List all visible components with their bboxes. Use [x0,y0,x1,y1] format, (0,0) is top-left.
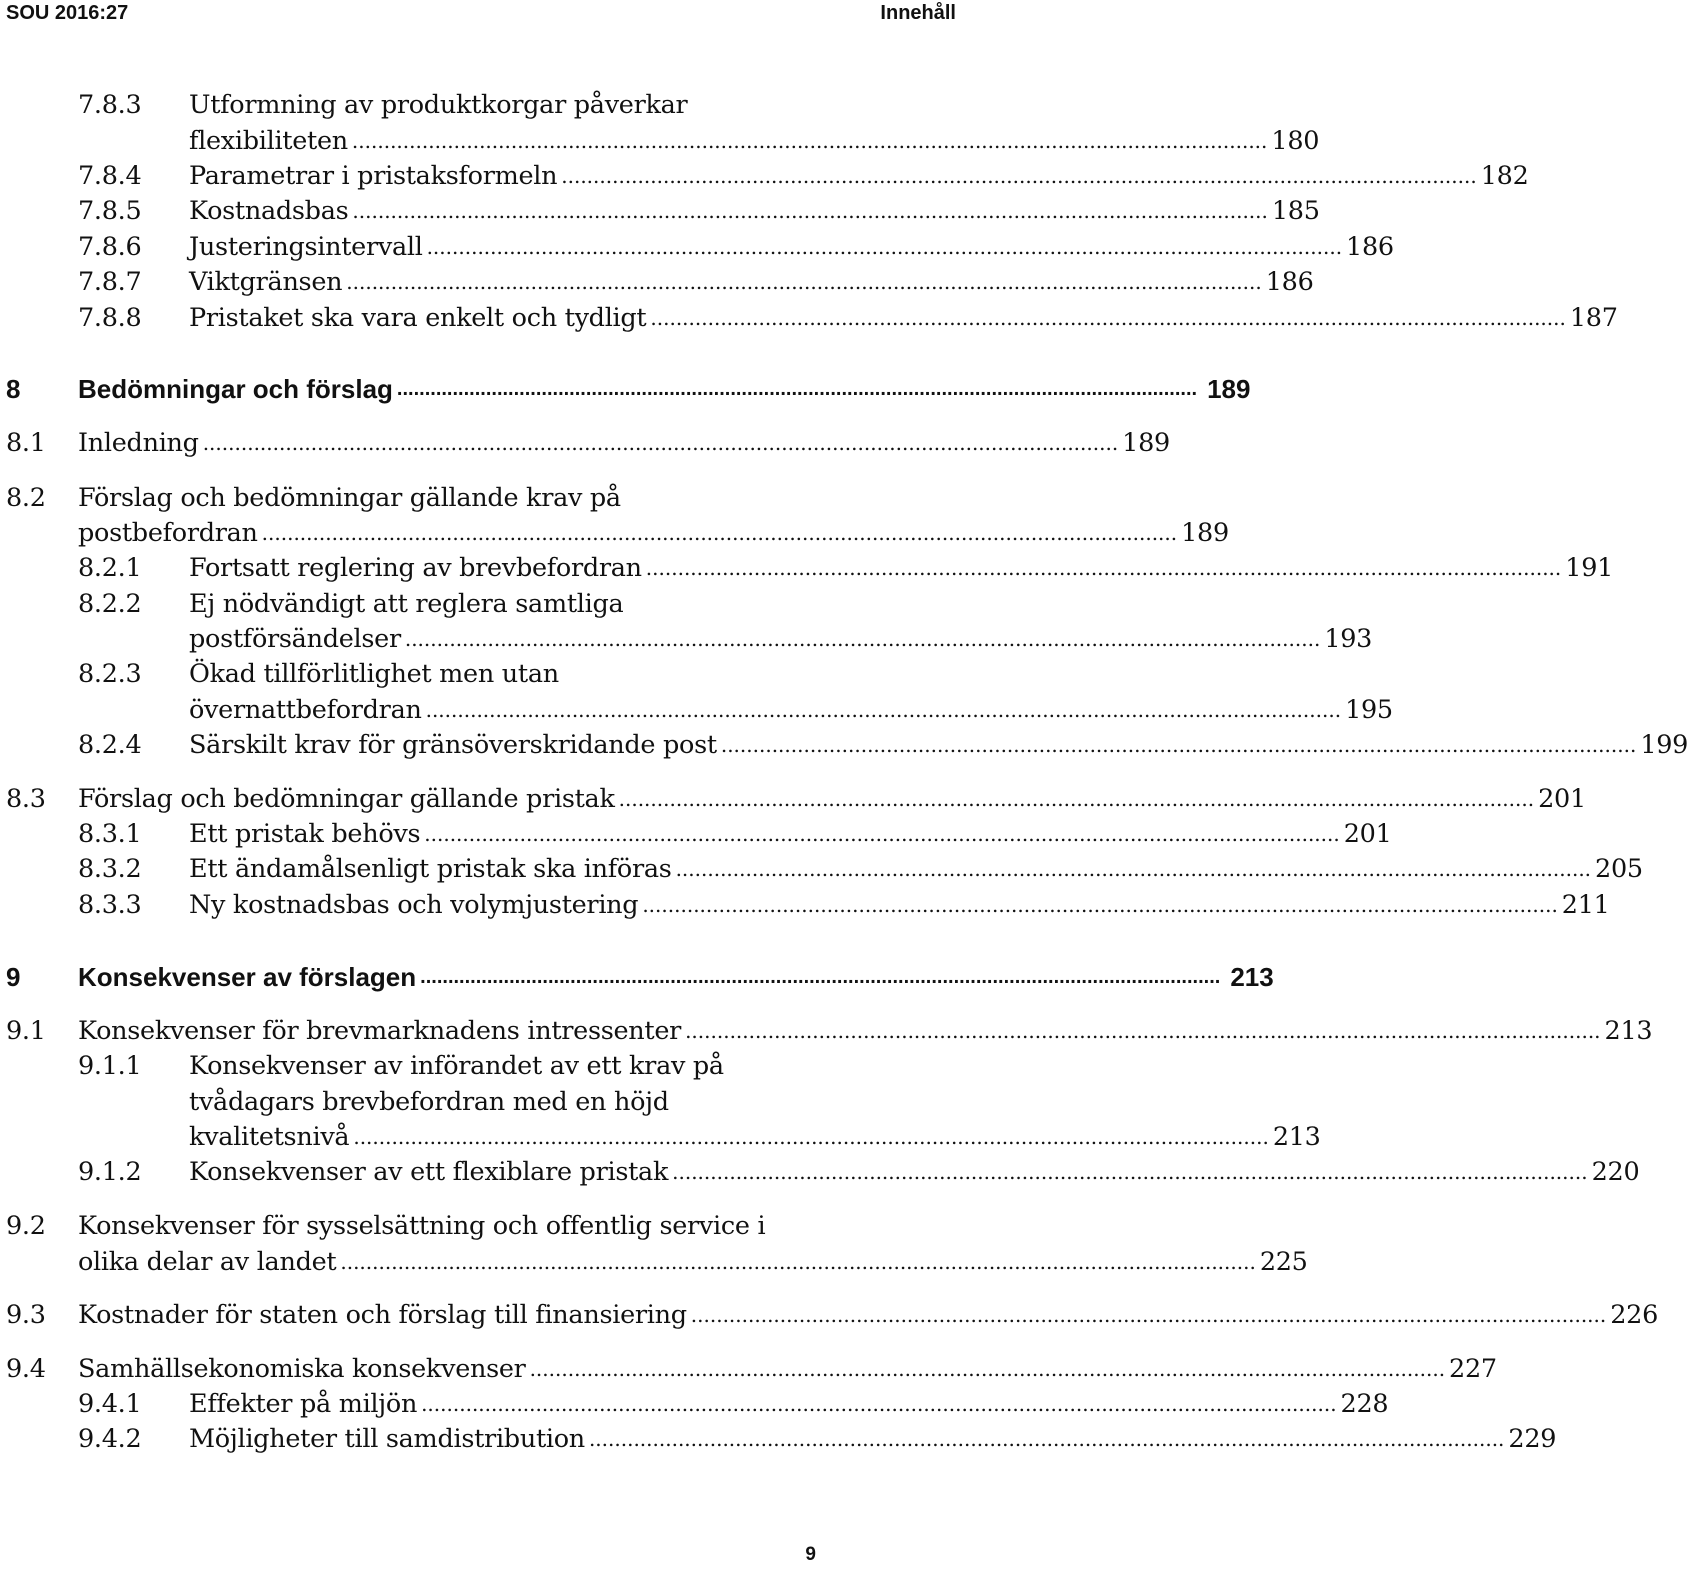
dot-leader: ................................................................................................................................................ [420,966,1221,988]
toc-entry-title-line [189,622,1373,657]
dot-leader: ................................................................................................................................................ [690,1303,1607,1327]
toc-entry-title-line [78,372,1251,407]
toc-entry-number: 7.8.4 [78,161,142,191]
toc-entry-number: 9.2 [6,1211,46,1241]
toc-entry-number: 8.2.2 [78,589,142,619]
dot-leader: ................................................................................................................................................ [202,431,1119,455]
toc-entry-page: 211 [1561,890,1610,920]
toc-entry[interactable] [0,1298,1659,1333]
dot-leader: ................................................................................................................................................ [645,556,1562,580]
toc-entry-page: 189 [1207,374,1251,404]
toc-entry-title-line [78,1014,1653,1049]
toc-entry-number: 8.1 [6,428,46,458]
toc-entry-number: 9.3 [6,1300,46,1330]
toc-entry[interactable] [0,657,816,692]
toc-entry-title: Konsekvenser av ett flexiblare pristak [189,1157,669,1187]
dot-leader: ................................................................................................................................................ [618,787,1535,811]
toc-entry-title: Förslag och bedömningar gällande pristak [78,784,615,814]
toc-entry[interactable] [0,372,1251,407]
toc-entry-number: 9 [6,962,21,992]
dot-leader: ................................................................................................................................................ [353,1125,1269,1149]
toc-entry[interactable] [0,817,1392,852]
page-number: 9 [805,1544,816,1565]
toc-entry-page: 220 [1591,1157,1640,1187]
dot-leader: ................................................................................................................................................ [720,733,1637,757]
toc-entry-title-line [78,516,1229,551]
toc-entry-number: 9.1 [6,1016,46,1046]
toc-entry-page: 201 [1538,784,1586,814]
toc-entry[interactable] [0,587,816,622]
toc-entry-number: 7.8.6 [78,232,142,262]
toc-entry-title-line [189,1155,1640,1190]
toc-entry-page: 191 [1565,553,1614,583]
toc-entry-number: 7.8.3 [78,90,142,120]
toc-entry-page: 185 [1271,196,1320,226]
toc-entry-title: Konsekvenser av införandet av ett krav på [189,1051,724,1081]
toc-entry-title-line [189,888,1610,923]
toc-entry[interactable] [0,852,1643,887]
toc-entry-page: 225 [1259,1247,1308,1277]
toc-entry[interactable] [0,1245,1308,1280]
toc-entry-page: 201 [1343,819,1392,849]
toc-entry[interactable] [0,1120,1321,1155]
dot-leader: ................................................................................................................................................ [425,698,1342,722]
toc-entry[interactable] [0,960,1274,995]
toc-entry-title: Möjligheter till samdistribution [189,1424,585,1454]
toc-entry-title: Konsekvenser för sysselsättning och offentlig service i [78,1211,766,1241]
toc-entry[interactable] [0,1049,816,1084]
toc-entry-number: 9.4 [6,1354,46,1384]
toc-entry[interactable] [0,265,1314,300]
toc-entry-number: 8 [6,374,21,404]
dot-leader: ................................................................................................................................................ [672,1160,1588,1184]
toc-entry-number: 8.3.3 [78,890,142,920]
toc-entry-title-line [189,1120,1321,1155]
toc-entry-title: Fortsatt reglering av brevbefordran [189,553,642,583]
toc-entry-number: 7.8.7 [78,267,142,297]
dot-leader: ................................................................................................................................................ [642,893,1558,917]
dot-leader: ................................................................................................................................................ [404,627,1321,651]
toc-entry-number: 9.1.2 [78,1157,142,1187]
dot-leader: ................................................................................................................................................ [685,1019,1601,1043]
dot-leader: ................................................................................................................................................ [261,521,1178,545]
toc-entry[interactable] [0,1387,1389,1422]
toc-entry-number: 8.2.4 [78,730,142,760]
toc-entry-title-line [189,159,1529,194]
toc-entry-title: postbefordran [78,518,258,548]
toc-entry-number: 8.2.1 [78,553,142,583]
toc-entry-page: 213 [1604,1016,1653,1046]
toc-entry-page: 180 [1271,126,1320,156]
dot-leader: ................................................................................................................................................ [351,129,1268,153]
toc-entry-number: 9.4.1 [78,1389,142,1419]
toc-entry-title-line [78,426,1170,461]
toc-entry-title: Effekter på miljön [189,1389,418,1419]
dot-leader: ................................................................................................................................................ [396,378,1198,400]
toc-entry-title: Bedömningar och förslag [78,374,393,404]
toc-entry[interactable] [0,301,1618,336]
running-header-left: SOU 2016:27 [6,2,129,24]
toc-entry[interactable] [0,516,1229,551]
toc-entry-title-line [189,551,1614,586]
toc-entry[interactable] [0,551,1614,586]
toc-entry-title: tvådagars brevbefordran med en höjd [189,1087,669,1117]
dot-leader: ................................................................................................................................................ [588,1427,1505,1451]
toc-entry-number: 7.8.8 [78,303,142,333]
dot-leader: ................................................................................................................................................ [561,164,1477,188]
toc-entry-page: 193 [1324,624,1373,654]
dot-leader: ................................................................................................................................................ [421,1392,1337,1416]
toc-entry-page: 189 [1122,428,1170,458]
toc-entry-page: 186 [1346,232,1394,262]
toc-entry-page: 226 [1610,1300,1659,1330]
toc-entry-title-line [78,1352,1497,1387]
toc-entry-title: Ny kostnadsbas och volymjustering [189,890,639,920]
toc-entry[interactable] [0,481,816,516]
toc-entry-title-line [189,657,559,692]
toc-entry-title-line [189,817,1392,852]
toc-entry[interactable] [0,888,1610,923]
toc-entry-title-line [78,1298,1659,1333]
toc-entry-title: Kostnadsbas [189,196,349,226]
toc-entry[interactable] [0,230,1394,265]
toc-entry-title: Utformning av produktkorgar påverkar [189,90,688,120]
toc-entry[interactable] [0,1014,1653,1049]
toc-entry[interactable] [0,622,1373,657]
dot-leader: ................................................................................................................................................ [675,857,1592,881]
toc-entry-title: Parametrar i pristaksformeln [189,161,558,191]
toc-entry-title: kvalitetsnivå [189,1122,350,1152]
toc-entry-title: Förslag och bedömningar gällande krav på [78,483,621,513]
toc-entry-number: 8.2.3 [78,659,142,689]
toc-entry-title-line [189,265,1314,300]
toc-entry-title: Kostnader för staten och förslag till finansiering [78,1300,687,1330]
toc-entry-title-line [189,124,1320,159]
toc-entry-page: 213 [1272,1122,1321,1152]
dot-leader: ................................................................................................................................................ [340,1250,1256,1274]
toc-entry-title: övernattbefordran [189,695,422,725]
toc-entry-page: 189 [1181,518,1229,548]
toc-entry-page: 199 [1640,730,1688,760]
toc-entry-title-line [189,230,1394,265]
toc-entry[interactable] [0,1422,1557,1457]
toc-entry-page: 228 [1340,1389,1389,1419]
toc-entry-title: Ett ändamålsenligt pristak ska införas [189,854,672,884]
toc-entry-page: 187 [1569,303,1618,333]
toc-entry-title-line [189,1422,1557,1457]
toc-entry-title-line [78,481,621,516]
toc-entry-title: Särskilt krav för gränsöverskridande post [189,730,717,760]
dot-leader: ................................................................................................................................................ [650,306,1566,330]
toc-entry-title-line [189,1049,724,1084]
toc-entry-title: postförsändelser [189,624,401,654]
toc-entry-title: Ökad tillförlitlighet men utan [189,659,559,689]
toc-entry-title: Justeringsintervall [189,232,423,262]
toc-entry[interactable] [0,728,1688,763]
toc-entry-page: 227 [1449,1354,1497,1384]
toc-entry-page: 195 [1345,695,1393,725]
toc-entry-title: Pristaket ska vara enkelt och tydligt [189,303,647,333]
toc-entry-page: 213 [1230,962,1274,992]
dot-leader: ................................................................................................................................................ [352,199,1268,223]
toc-entry-title: olika delar av landet [78,1247,337,1277]
toc-entry-title-line [189,728,1688,763]
toc-entry-title-line [189,852,1643,887]
toc-entry[interactable] [0,426,1170,461]
toc-entry-title-line [189,587,623,622]
toc-entry[interactable] [0,124,1320,159]
toc-entry-title-line [78,1245,1308,1280]
toc-entry-title-line [189,693,1393,728]
toc-entry[interactable] [0,1085,816,1120]
toc-entry-title: Viktgränsen [189,267,343,297]
dot-leader: ................................................................................................................................................ [426,235,1343,259]
toc-entry[interactable] [0,159,1529,194]
toc-entry-title: Samhällsekonomiska konsekvenser [78,1354,526,1384]
toc-entry-title-line [189,194,1320,229]
toc-entry-title: Ett pristak behövs [189,819,421,849]
toc-entry[interactable] [0,1155,1640,1190]
toc-entry-title: Konsekvenser för brevmarknadens intressenter [78,1016,682,1046]
toc-entry-title: Ej nödvändigt att reglera samtliga [189,589,624,619]
toc-entry-title-line [78,1209,765,1244]
toc-entry-title: Konsekvenser av förslagen [78,962,417,992]
toc-entry-number: 7.8.5 [78,196,142,226]
toc-entry[interactable] [0,88,816,123]
toc-entry-title: flexibiliteten [189,126,348,156]
toc-entry-number: 8.3.1 [78,819,142,849]
toc-entry-number: 8.3.2 [78,854,142,884]
toc-entry[interactable] [0,194,1320,229]
toc-entry-title-line [78,960,1274,995]
toc-entry[interactable] [0,1209,816,1244]
toc-entry-page: 205 [1595,854,1643,884]
toc-entry-page: 186 [1265,267,1314,297]
dot-leader: ................................................................................................................................................ [346,270,1262,294]
toc-entry-title-line [78,782,1586,817]
toc-entry-page: 229 [1508,1424,1557,1454]
dot-leader: ................................................................................................................................................ [529,1357,1446,1381]
toc-entry[interactable] [0,782,1586,817]
toc-entry-page: 182 [1480,161,1529,191]
toc-entry-number: 8.2 [6,483,46,513]
toc-entry-title-line [189,1387,1389,1422]
toc-entry-title-line [189,88,687,123]
toc-entry-title-line [189,1085,669,1120]
toc-entry[interactable] [0,1352,1497,1387]
toc-entry-number: 9.4.2 [78,1424,142,1454]
running-header-right: Innehåll [880,2,956,24]
toc-entry-number: 9.1.1 [78,1051,142,1081]
toc-entry-title-line [189,301,1618,336]
dot-leader: ................................................................................................................................................ [424,822,1340,846]
toc-entry-title: Inledning [78,428,199,458]
toc-entry[interactable] [0,693,1393,728]
toc-entry-number: 8.3 [6,784,46,814]
